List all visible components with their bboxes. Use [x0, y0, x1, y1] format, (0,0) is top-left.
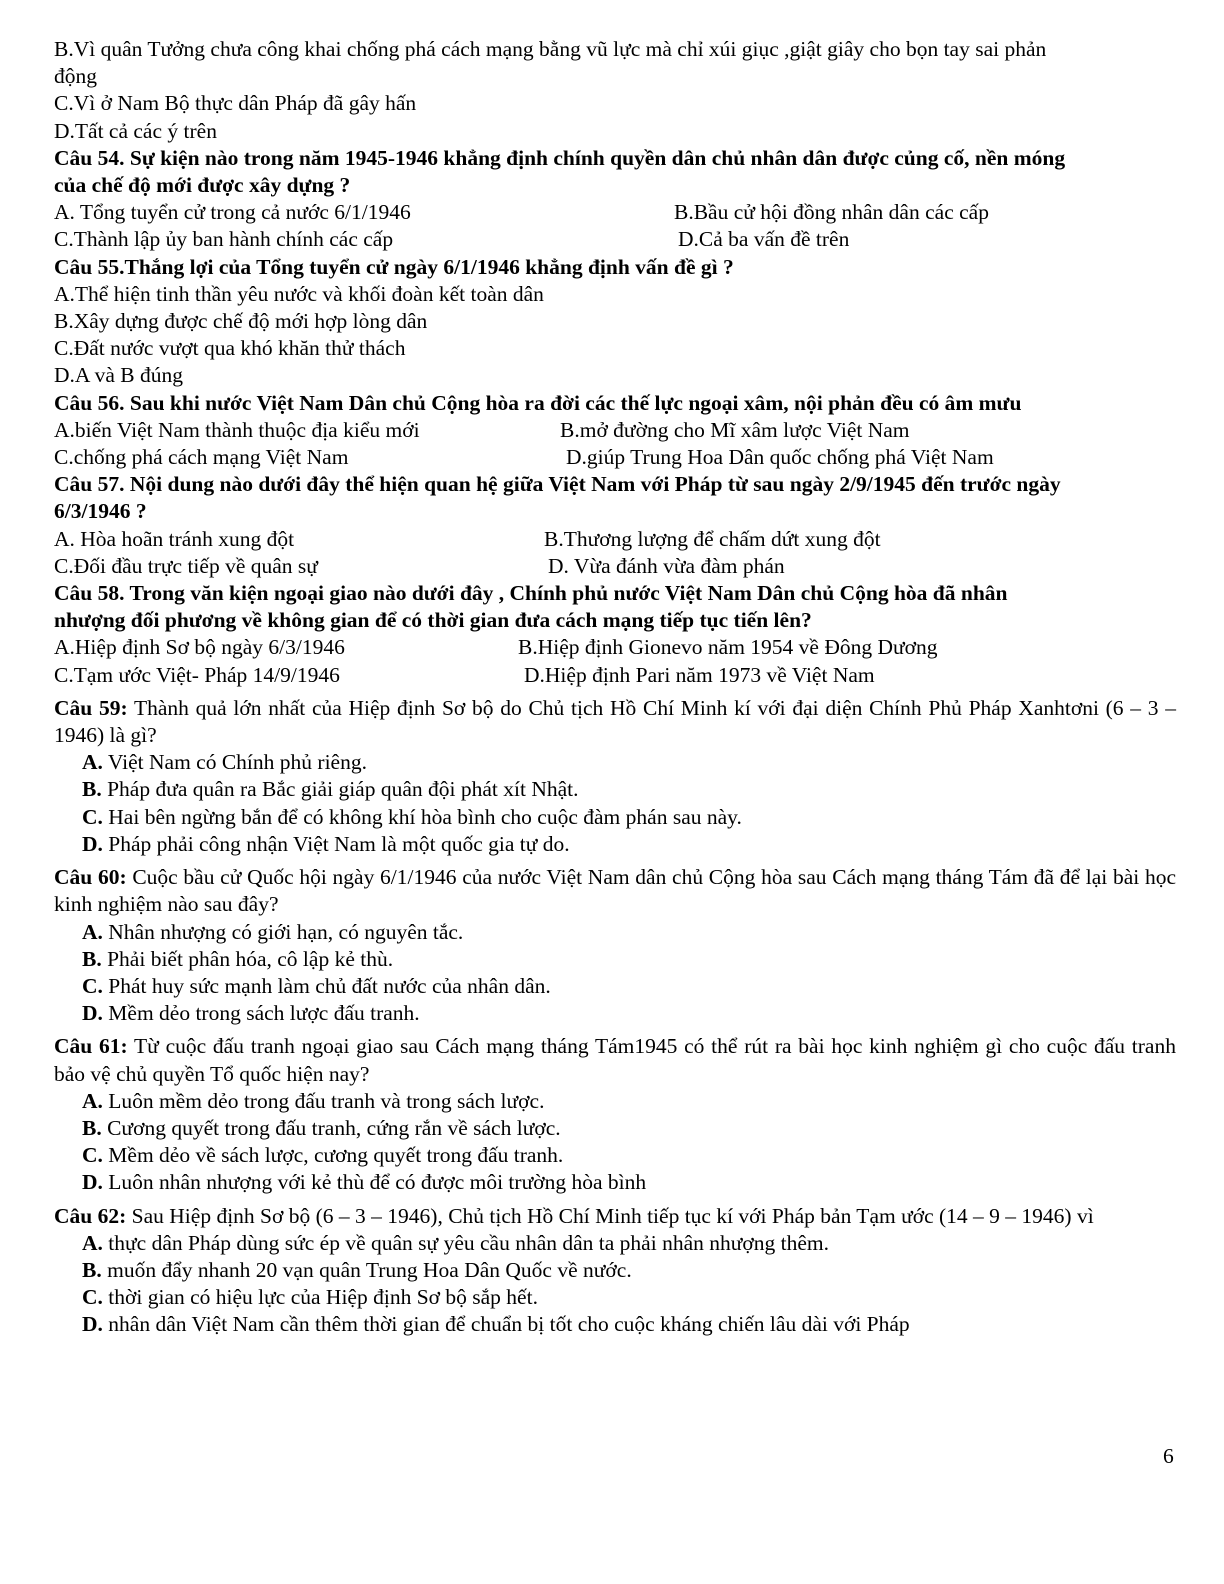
- q54-answer-b: B.Bầu cử hội đồng nhân dân các cấp: [674, 200, 989, 225]
- question-62-text: Sau Hiệp định Sơ bộ (6 – 3 – 1946), Chủ tịch Hồ Chí Minh tiếp tục kí với Pháp bản Tạm ước (14 – 9 – 1946) vì: [131, 1203, 1094, 1228]
- q60-answer-b: B. Phải biết phân hóa, cô lập kẻ thù.: [82, 946, 394, 971]
- q54-row-cd: [54, 226, 1176, 253]
- q61-answer-b: B. Cương quyết trong đấu tranh, cứng rắn về sách lược.: [82, 1115, 561, 1140]
- q54-answer-d: D.Cả ba vấn đề trên: [678, 227, 850, 252]
- q57-answer-d: D. Vừa đánh vừa đàm phán: [548, 553, 785, 578]
- q62-answer-d: D. nhân dân Việt Nam cần thêm thời gian để chuẩn bị tốt cho cuộc kháng chiến lâu dài với Pháp: [82, 1312, 910, 1337]
- page-number: 6: [1163, 1444, 1174, 1468]
- question-58-line2: nhượng đối phương về không gian để có thời gian đưa cách mạng tiếp tục tiến lên?: [54, 608, 812, 633]
- question-60-text: Cuộc bầu cử Quốc hội ngày 6/1/1946 của nước Việt Nam dân chủ Cộng hòa sau Cách mạng tháng Tám đã để lại bài học kinh nghiệm nào sau đây?: [54, 865, 1176, 917]
- question-61: [54, 1033, 1176, 1087]
- q60-answer-a: A. Nhân nhượng có giới hạn, có nguyên tắc.: [82, 919, 464, 944]
- q57-row-ab: [54, 526, 1176, 553]
- question-60: [54, 864, 1176, 918]
- q59-answer-c: C. Hai bên ngừng bắn để có không khí hòa bình cho cuộc đàm phán sau này.: [82, 804, 742, 829]
- question-61-label: Câu 61:: [54, 1034, 128, 1059]
- q58-row-cd: [54, 662, 1176, 689]
- question-62-label: Câu 62:: [54, 1203, 127, 1228]
- question-58-line1: Câu 58. Trong văn kiện ngoại giao nào dưới đây , Chính phủ nước Việt Nam Dân chủ Cộng hòa đã nhân: [54, 581, 1008, 606]
- q54-answer-c: C.Thành lập ủy ban hành chính các cấp: [54, 227, 394, 252]
- q54-answer-a: A. Tổng tuyển cử trong cả nước 6/1/1946: [54, 200, 411, 225]
- q62-answer-a: A. thực dân Pháp dùng sức ép về quân sự yêu cầu nhân dân ta phải nhân nhượng thêm.: [82, 1230, 830, 1255]
- prev-answer-d: D.Tất cả các ý trên: [54, 118, 217, 143]
- q58-answer-d: D.Hiệp định Pari năm 1973 về Việt Nam: [524, 662, 875, 687]
- q57-answer-a: A. Hòa hoãn tránh xung đột: [54, 526, 295, 551]
- prev-answer-b: B.Vì quân Tưởng chưa công khai chống phá cách mạng bằng vũ lực mà chỉ xúi giục ,giật giây cho bọn tay sai phản: [54, 37, 1047, 61]
- q56-answer-d: D.giúp Trung Hoa Dân quốc chống phá Việt Nam: [566, 445, 994, 470]
- question-59-text: Thành quả lớn nhất của Hiệp định Sơ bộ do Chủ tịch Hồ Chí Minh kí với đại diện Chính Phủ Pháp Xanhtơni (6 – 3 – 1946) là gì?: [54, 695, 1176, 748]
- q59-answer-b: B. Pháp đưa quân ra Bắc giải giáp quân đội phát xít Nhật.: [82, 777, 579, 802]
- prev-answer-c: C.Vì ở Nam Bộ thực dân Pháp đã gây hấn: [54, 91, 417, 116]
- q56-answer-a: A.biến Việt Nam thành thuộc địa kiểu mới: [54, 417, 420, 442]
- q61-answer-d: D. Luôn nhân nhượng với kẻ thù để có được môi trường hòa bình: [82, 1170, 647, 1195]
- q56-row-ab: [54, 417, 1176, 444]
- q60-answer-c: C. Phát huy sức mạnh làm chủ đất nước của nhân dân.: [82, 973, 551, 998]
- question-61-text: Từ cuộc đấu tranh ngoại giao sau Cách mạng tháng Tám1945 có thể rút ra bài học kinh nghiệm gì cho cuộc đấu tranh bảo vệ chủ quyền Tổ quốc hiện nay?: [54, 1034, 1176, 1086]
- q57-answer-c: C.Đối đầu trực tiếp về quân sự: [54, 553, 318, 578]
- q55-answer-a: A.Thể hiện tinh thần yêu nước và khối đoàn kết toàn dân: [54, 281, 544, 306]
- question-57-line1: Câu 57. Nội dung nào dưới đây thể hiện quan hệ giữa Việt Nam với Pháp từ sau ngày 2/9/1945 đến trước ngày: [54, 472, 1061, 497]
- q55-answer-b: B.Xây dựng được chế độ mới hợp lòng dân: [54, 309, 428, 334]
- question-60-label: Câu 60:: [54, 865, 127, 890]
- question-54-line2: của chế độ mới được xây dựng ?: [54, 173, 351, 198]
- q59-answer-a: A. Việt Nam có Chính phủ riêng.: [82, 750, 367, 775]
- document-page: [54, 36, 1176, 1339]
- q55-answer-d: D.A và B đúng: [54, 363, 183, 388]
- q61-answer-a: A. Luôn mềm dẻo trong đấu tranh và trong sách lược.: [82, 1088, 545, 1113]
- q56-answer-c: C.chống phá cách mạng Việt Nam: [54, 445, 349, 470]
- q58-answer-c: C.Tạm ước Việt- Pháp 14/9/1946: [54, 662, 340, 687]
- q56-answer-b: B.mở đường cho Mĩ xâm lược Việt Nam: [560, 417, 910, 442]
- q58-row-ab: [54, 634, 1176, 661]
- q57-answer-b: B.Thương lượng để chấm dứt xung đột: [544, 526, 881, 551]
- q54-row-ab: [54, 199, 1176, 226]
- question-56: Câu 56. Sau khi nước Việt Nam Dân chủ Cộng hòa ra đời các thế lực ngoại xâm, nội phản đều có âm mưu: [54, 390, 1022, 415]
- q59-answer-d: D. Pháp phải công nhận Việt Nam là một quốc gia tự do.: [82, 831, 570, 856]
- question-62: [54, 1203, 1176, 1230]
- q58-answer-a: A.Hiệp định Sơ bộ ngày 6/3/1946: [54, 635, 345, 660]
- question-54-line1: Câu 54. Sự kiện nào trong năm 1945-1946 khẳng định chính quyền dân chủ nhân dân được củng cố, nền móng: [54, 145, 1066, 170]
- question-59-label: Câu 59:: [54, 695, 128, 720]
- q58-answer-b: B.Hiệp định Gionevo năm 1954 về Đông Dương: [518, 635, 938, 660]
- q62-answer-b: B. muốn đẩy nhanh 20 vạn quân Trung Hoa Dân Quốc về nước.: [82, 1257, 632, 1282]
- question-57-line2: 6/3/1946 ?: [54, 499, 147, 524]
- question-55: Câu 55.Thắng lợi của Tổng tuyển cử ngày 6/1/1946 khẳng định vấn đề gì ?: [54, 254, 734, 279]
- question-59: [54, 695, 1176, 749]
- q61-answer-c: C. Mềm dẻo về sách lược, cương quyết trong đấu tranh.: [82, 1143, 564, 1168]
- q60-answer-d: D. Mềm dẻo trong sách lược đấu tranh.: [82, 1001, 420, 1026]
- q56-row-cd: [54, 444, 1176, 471]
- q55-answer-c: C.Đất nước vượt qua khó khăn thử thách: [54, 336, 406, 361]
- q62-answer-c: C. thời gian có hiệu lực của Hiệp định Sơ bộ sắp hết.: [82, 1285, 538, 1310]
- q57-row-cd: [54, 553, 1176, 580]
- prev-answer-b-cont: động: [54, 64, 97, 89]
